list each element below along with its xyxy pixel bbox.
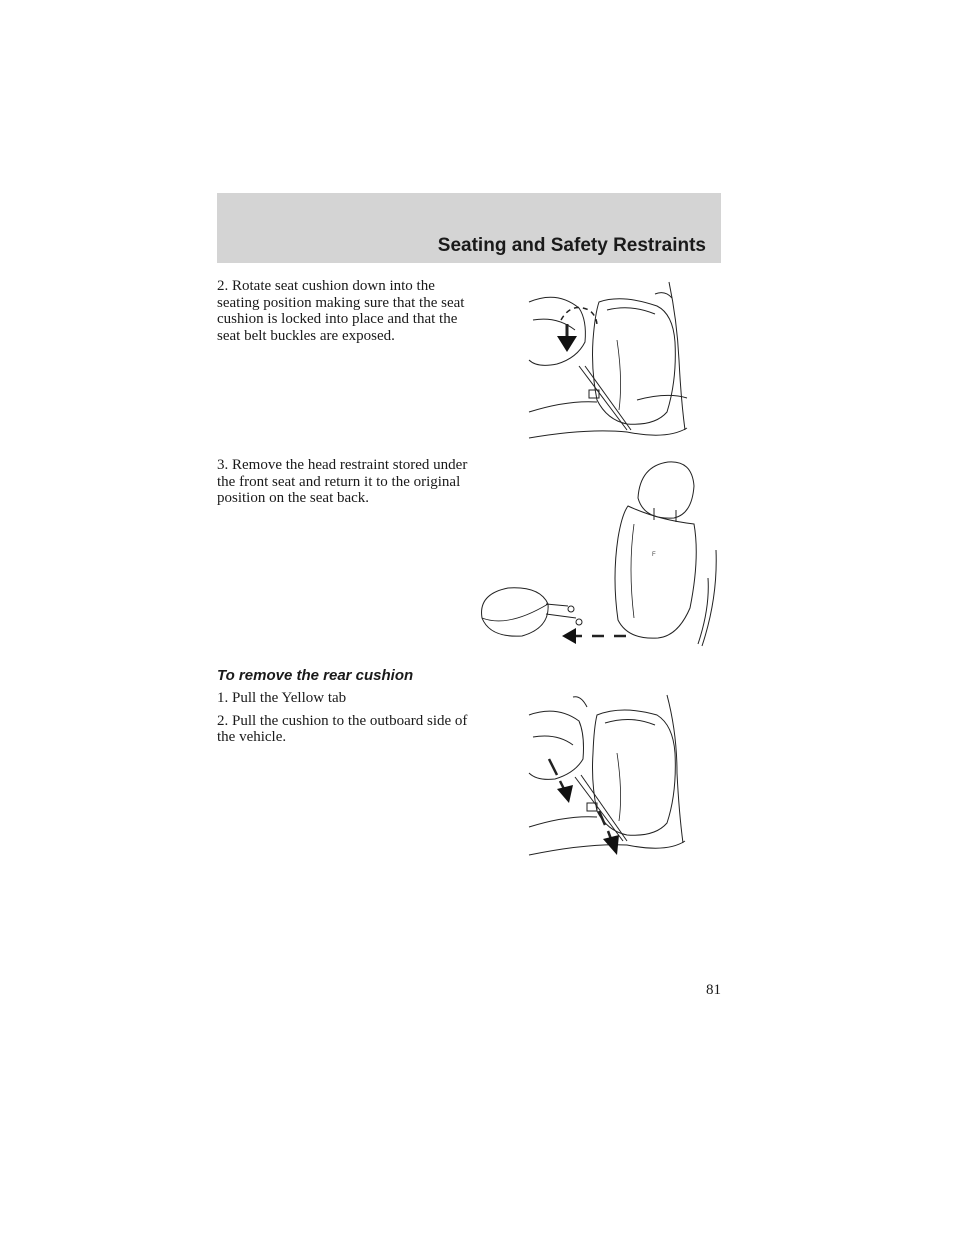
section-header-band bbox=[217, 193, 721, 263]
svg-text:F: F bbox=[652, 552, 656, 558]
step-2-text: 2. Rotate seat cushion down into the seating position making sure that the seat cushion is locked into place and that the seat belt buckles are exposed. bbox=[217, 278, 465, 344]
page-number: 81 bbox=[706, 982, 721, 998]
rear-cushion-remove-illustration bbox=[527, 693, 687, 858]
remove-rear-cushion-heading: To remove the rear cushion bbox=[217, 667, 414, 684]
remove-step-1-text: 1. Pull the Yellow tab bbox=[217, 690, 347, 706]
step-3-text: 3. Remove the head restraint stored under the front seat and return it to the original position on the seat back. bbox=[217, 457, 468, 506]
step-3-text-block bbox=[217, 457, 469, 507]
section-title: Seating and Safety Restraints bbox=[437, 235, 706, 256]
head-restraint-return-illustration bbox=[478, 458, 723, 648]
step-2-text-block bbox=[217, 278, 473, 344]
seat-cushion-rotate-down-illustration bbox=[527, 280, 689, 440]
remove-rear-cushion-steps bbox=[217, 690, 469, 746]
remove-step-2-text: 2. Pull the cushion to the outboard side of the vehicle. bbox=[217, 712, 468, 745]
